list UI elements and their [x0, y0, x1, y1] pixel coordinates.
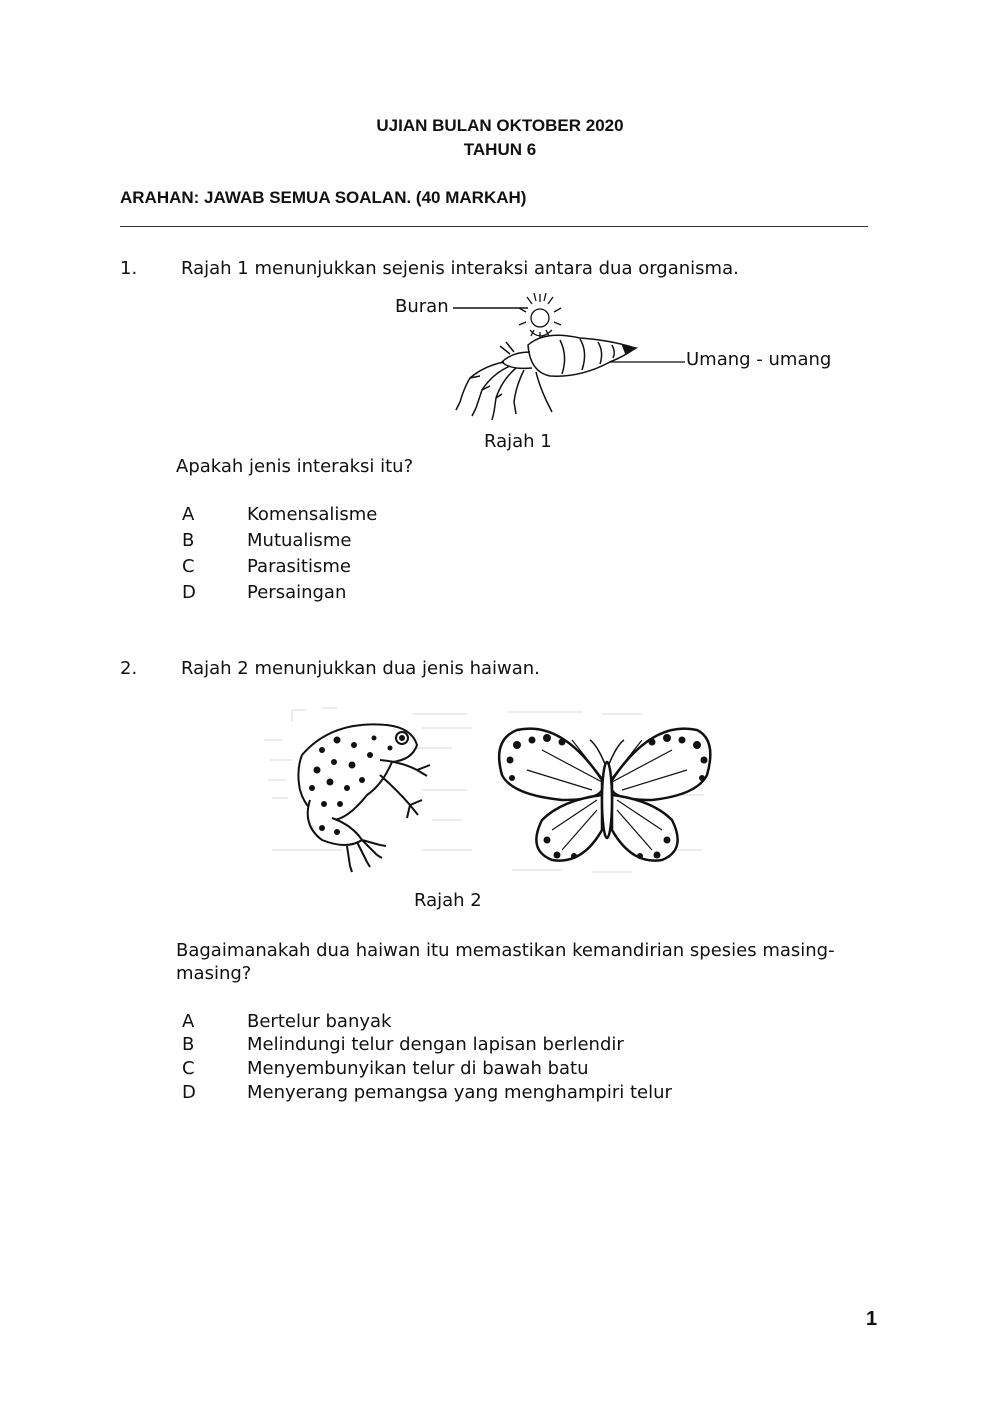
exam-title: UJIAN BULAN OKTOBER 2020 [376, 116, 624, 135]
question-2-option-c-letter: C [182, 1058, 195, 1079]
question-1-option-d-letter: D [182, 582, 196, 603]
figure-1-caption: Rajah 1 [484, 431, 552, 452]
question-2-prompt-line-1: Bagaimanakah dua haiwan itu memastikan kemandirian spesies masing- [176, 940, 835, 961]
frog-butterfly-illustration [262, 700, 712, 885]
question-1-option-a-letter: A [182, 504, 195, 525]
header-divider [120, 226, 868, 227]
figure-2-caption: Rajah 2 [414, 890, 482, 911]
question-2-option-b-letter: B [182, 1034, 195, 1055]
question-1-stem: Rajah 1 menunjukkan sejenis interaksi antara dua organisma. [181, 258, 739, 279]
question-2-number: 2. [120, 658, 138, 679]
question-2-stem: Rajah 2 menunjukkan dua jenis haiwan. [181, 658, 540, 679]
question-2-prompt-line-2: masing? [176, 963, 252, 984]
question-2-option-b[interactable]: Melindungi telur dengan lapisan berlendir [247, 1034, 624, 1055]
question-1-option-c[interactable]: Parasitisme [247, 556, 351, 577]
question-1-prompt: Apakah jenis interaksi itu? [176, 456, 414, 477]
instructions: ARAHAN: JAWAB SEMUA SOALAN. (40 MARKAH) [120, 188, 527, 207]
question-2-option-d-letter: D [182, 1082, 196, 1103]
question-2-option-c[interactable]: Menyembunyikan telur di bawah batu [247, 1058, 589, 1079]
figure-1-label-buran: Buran [395, 296, 449, 317]
question-1-option-d[interactable]: Persaingan [247, 582, 347, 603]
question-1-number: 1. [120, 258, 138, 279]
hermit-crab-anemone-illustration [440, 290, 700, 425]
butterfly-icon [499, 729, 710, 861]
figure-1-label-umang: Umang - umang [686, 349, 832, 370]
question-1-option-a[interactable]: Komensalisme [247, 504, 378, 525]
question-2-option-a-letter: A [182, 1011, 195, 1032]
question-2-option-d[interactable]: Menyerang pemangsa yang menghampiri telur [247, 1082, 672, 1103]
question-1-option-b-letter: B [182, 530, 195, 551]
question-1-option-c-letter: C [182, 556, 195, 577]
question-1-option-b[interactable]: Mutualisme [247, 530, 352, 551]
page-number: 1 [866, 1308, 878, 1330]
question-2-option-a[interactable]: Bertelur banyak [247, 1011, 392, 1032]
exam-year: TAHUN 6 [463, 140, 537, 159]
